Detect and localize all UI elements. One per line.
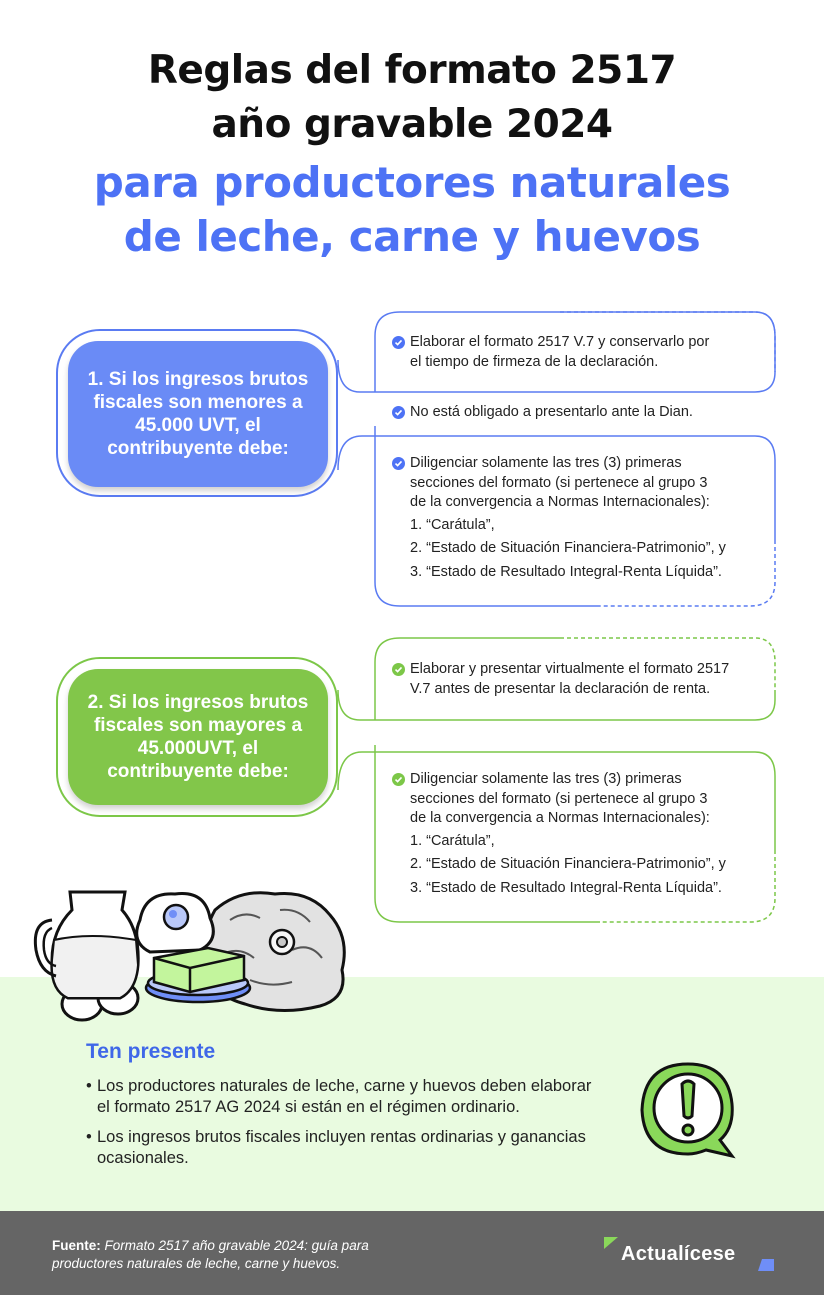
case2-item-1	[410, 660, 729, 699]
bullet-dot-icon: •	[86, 1128, 92, 1146]
note-bullet-2-line-2: ocasionales.	[97, 1149, 189, 1167]
case1-item-3-line-3: de la convergencia a Normas Internacionales):	[410, 494, 710, 510]
case1-item-1	[410, 333, 709, 372]
source-label: Fuente:	[52, 1238, 101, 1253]
note-bullet-2-line-1: Los ingresos brutos fiscales incluyen rentas ordinarias y ganancias	[97, 1128, 586, 1146]
bullet-dot-icon: •	[86, 1077, 92, 1095]
note-bullet-1-line-1: Los productores naturales de leche, carne y huevos deben elaborar	[97, 1077, 592, 1095]
case1-heading: 1. Si los ingresos brutos fiscales son menores a 45.000 UVT, el contribuyente debe:	[68, 341, 328, 487]
check-icon	[392, 336, 405, 349]
check-icon	[392, 457, 405, 470]
case1-item-3-line-4: 1. “Carátula”,	[410, 516, 495, 533]
note-heading: Ten presente	[86, 1040, 216, 1063]
title-line-2: año gravable 2024	[211, 102, 613, 147]
case1-item-2-line-1: No está obligado a presentarlo ante la Dian.	[410, 404, 693, 420]
source-text-2: productores naturales de leche, carne y huevos.	[52, 1256, 341, 1271]
check-icon	[392, 663, 405, 676]
note-bullet-2	[86, 1127, 646, 1169]
case1-item-1-line-1: Elaborar el formato 2517 V.7 y conservarlo por	[410, 334, 710, 350]
note-bullet-1	[86, 1076, 646, 1118]
case2-item-2-line-3: de la convergencia a Normas Internacionales):	[410, 810, 710, 826]
case1-item-1-line-2: el tiempo de firmeza de la declaración.	[410, 353, 659, 370]
case2-item-2-line-4: 1. “Carátula”,	[410, 832, 495, 849]
case1-item-3-line-5: 2. “Estado de Situación Financiera-Patrimonio”, y	[410, 540, 726, 556]
case1-item-3-line-6: 3. “Estado de Resultado Integral-Renta Líquida”.	[410, 563, 722, 580]
case2-item-2-line-5: 2. “Estado de Situación Financiera-Patrimonio”, y	[410, 856, 726, 872]
title-line-4: de leche, carne y huevos	[123, 212, 701, 261]
case2-heading: 2. Si los ingresos brutos fiscales son mayores a 45.000UVT, el contribuyente debe:	[68, 669, 328, 805]
case2-item-1-line-2: V.7 antes de presentar la declaración de renta.	[410, 680, 711, 697]
title-line-3: para productores naturales	[93, 158, 731, 207]
brand-name: Actualícese	[621, 1243, 736, 1265]
case1-item-3-line-2: secciones del formato (si pertenece al grupo 3	[410, 474, 708, 491]
case1-item-3-line-1: Diligenciar solamente las tres (3) primeras	[410, 455, 682, 471]
case2-item-2-line-2: secciones del formato (si pertenece al grupo 3	[410, 790, 708, 807]
source-text-1: Formato 2517 año gravable 2024: guía para	[104, 1238, 369, 1253]
note-bullet-1-line-2: el formato 2517 AG 2024 si están en el régimen ordinario.	[97, 1098, 520, 1116]
case2-item-2-line-6: 3. “Estado de Resultado Integral-Renta Líquida”.	[410, 879, 722, 896]
check-icon	[392, 406, 405, 419]
brand-logo[interactable]	[604, 1237, 776, 1273]
check-icon	[392, 773, 405, 786]
source-note	[52, 1237, 432, 1273]
exclamation-alert-icon	[636, 1058, 740, 1162]
case2-item-2	[410, 770, 726, 898]
case2-item-2-line-1: Diligenciar solamente las tres (3) primeras	[410, 771, 682, 787]
case1-item-2	[410, 403, 693, 423]
title-line-1: Reglas del formato 2517	[147, 48, 677, 93]
case1-item-3	[410, 454, 726, 582]
food-illustration	[30, 880, 360, 1030]
case2-item-1-line-1: Elaborar y presentar virtualmente el formato 2517	[410, 661, 730, 677]
